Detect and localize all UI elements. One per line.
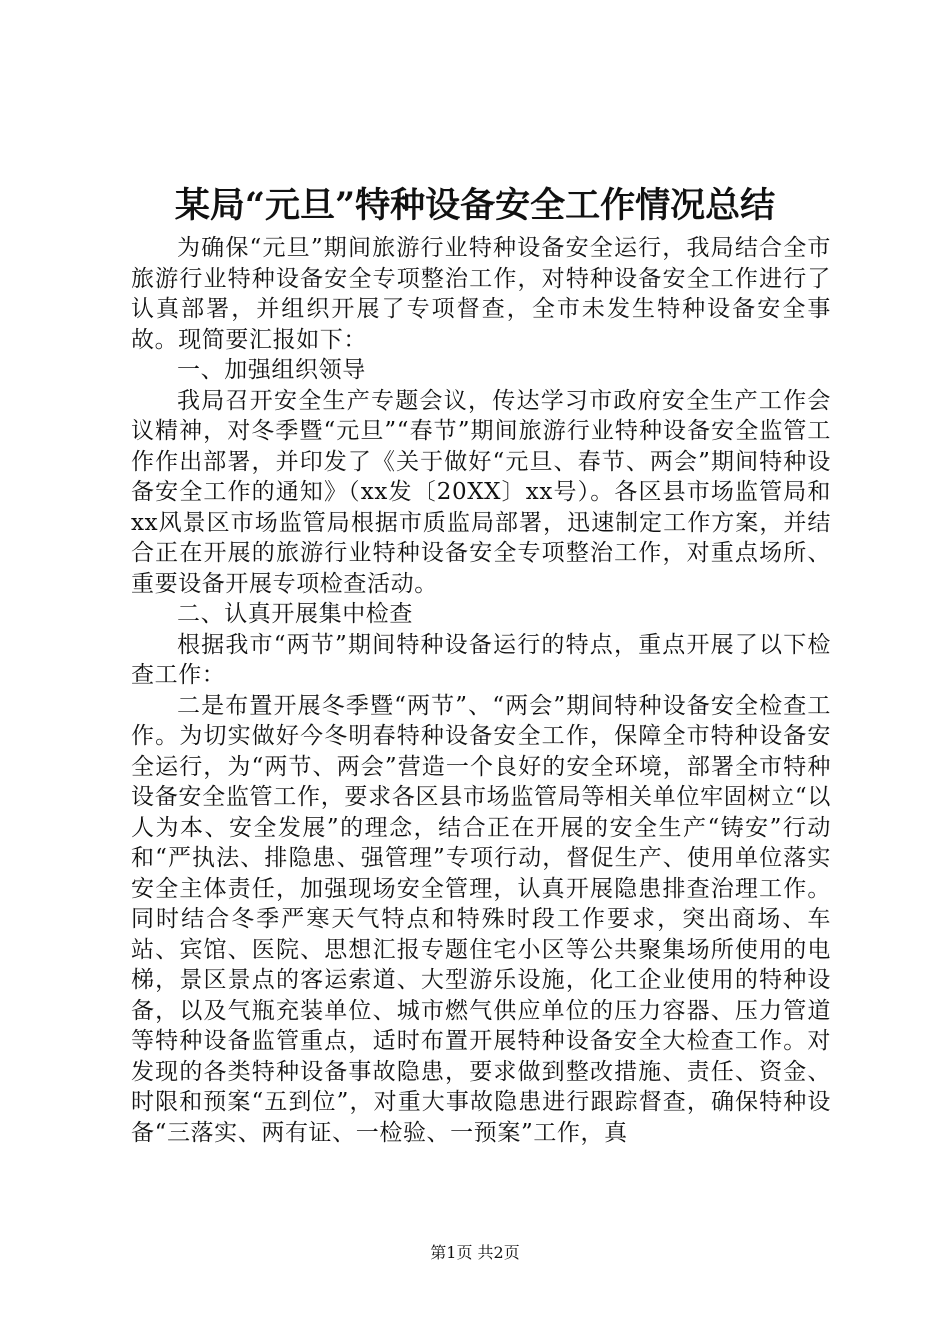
intro-paragraph: 为确保“元旦”期间旅游行业特种设备安全运行，我局结合全市旅游行业特种设备安全专项整治工作，对特种设备安全工作进行了认真部署，并组织开展了专项督查，全市未发生特种设备安全事故。现简要汇报如下： [131, 235, 831, 353]
section-2-detail-paragraph: 二是布置开展冬季暨“两节”、“两会”期间特种设备安全检查工作。为切实做好今冬明春特种设备安全工作，保障全市特种设备安全运行，为“两节、两会”营造一个良好的安全环境，部署全市特种设备安全监管工作，要求各区县市场监管局等相关单位牢固树立“以人为本、安全发展”的理念，结合正在开展的安全生产“铸安”行动和“严执法、排隐患、强管理”专项行动，督促生产、使用单位落实安全主体责任，加强现场安全管理，认真开展隐患排查治理工作。同时结合冬季严寒天气特点和特殊时段工作要求，突出商场、车站、宾馆、医院、思想汇报专题住宅小区等公共聚集场所使用的电梯，景区景点的客运索道、大型游乐设施，化工企业使用的特种设备，以及气瓶充装单位、城市燃气供应单位的压力容器、压力管道等特种设备监管重点，适时布置开展特种设备安全大检查工作。对发现的各类特种设备事故隐患，要求做到整改措施、责任、资金、时限和预案“五到位”，对重大事故隐患进行跟踪督查，确保特种设备“三落实、两有证、一检验、一预案”工作，真 [131, 692, 831, 1146]
section-heading-2: 二、认真开展集中检查 [177, 601, 413, 627]
section-1-paragraph: 我局召开安全生产专题会议，传达学习市政府安全生产工作会议精神，对冬季暨“元旦”“春节”期间旅游行业特种设备安全监管工作作出部署，并印发了《关于做好“元旦、春节、两会”期间特种设备安全工作的通知》（xx发〔20XX〕xx号）。各区县市场监管局和xx风景区市场监管局根据市质监局部署，迅速制定工作方案，并结合正在开展的旅游行业特种设备安全专项整治工作，对重点场所、重要设备开展专项检查活动。 [131, 387, 831, 597]
document-body [131, 233, 831, 1148]
document-title: 某局“元旦”特种设备安全工作情况总结 [174, 185, 776, 226]
section-heading-1: 一、加强组织领导 [177, 357, 366, 383]
page-footer: 第1页 共2页 [430, 1243, 520, 1262]
section-2-intro-paragraph: 根据我市“两节”期间特种设备运行的特点，重点开展了以下检查工作： [131, 631, 831, 688]
